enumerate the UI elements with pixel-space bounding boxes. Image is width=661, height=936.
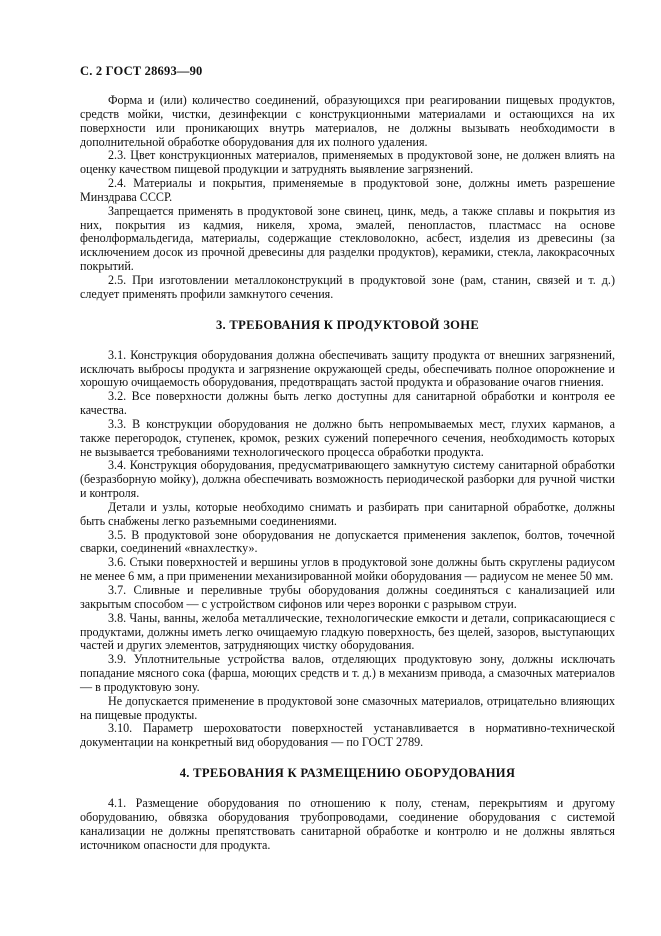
paragraph-2-3: 2.3. Цвет конструкционных материалов, применяемых в продуктовой зоне, не должен влиять на оценку качеством пищевой продукции и затруднять выявление загрязнений.: [80, 148, 615, 177]
paragraph-3-6: 3.6. Стыки поверхностей и вершины углов в продуктовой зоне должны быть скруглены радиусом не менее 6 мм, а при применении механизированной мойки оборудования — радиусом не менее 50 мм.: [80, 555, 615, 584]
paragraph-3-4: 3.4. Конструкция оборудования, предусматривающего замкнутую систему санитарной обработки (безразборную мойку), должна обеспечивать возможность периодической разборки для ручной чистки и контроля.: [80, 458, 615, 501]
paragraph-3-7: 3.7. Сливные и переливные трубы оборудования должны соединяться с канализацией или закрытым способом — с устройством сифонов или через воронки с разрывом струи.: [80, 583, 615, 611]
document-page: [80, 64, 615, 853]
section-4-title: 4. ТРЕБОВАНИЯ К РАЗМЕЩЕНИЮ ОБОРУДОВАНИЯ: [179, 766, 516, 781]
paragraph-3-9: 3.9. Уплотнительные устройства валов, отделяющих продуктовую зону, должны исключать попадание мясного сока (фарша, моющих средств и т. д.) в механизм привода, а смазочных материалов — в продуктовую зону.: [80, 652, 615, 694]
paragraph-3-1: 3.1. Конструкция оборудования должна обеспечивать защиту продукта от внешних загрязнений, исключать выбросы продукта и загрязнение окружающей среды, обеспечивать полное опорожнение и хорошую очищаемость оборудования, предотвращать застой продукта и образование очагов гниения.: [80, 347, 615, 390]
page-header: С. 2 ГОСТ 28693—90: [80, 64, 203, 78]
paragraph-3-3: 3.3. В конструкции оборудования не должно быть непромываемых мест, глухих карманов, а также перегородок, ступенек, кромок, резких сужений поперечного сечения, необходимость которых не вызывается требованиями технологического процесса обработки продукта.: [80, 416, 615, 459]
paragraph-3-2: 3.2. Все поверхности должны быть легко доступны для санитарной обработки и контроля ее качества.: [80, 389, 615, 418]
paragraph-3-5: 3.5. В продуктовой зоне оборудования не допускается применения заклепок, болтов, точечной сварки, соединений «внахлестку».: [80, 527, 615, 556]
paragraph-3-8: 3.8. Чаны, ванны, желоба металлические, технологические емкости и детали, соприкасающиеся с продуктами, должны иметь легко очищаемую гладкую поверхность, без щелей, зазоров, выступающих частей и других элементов, затрудняющих чистку оборудования.: [80, 610, 615, 653]
paragraph-2-5: 2.5. При изготовлении металлоконструкций в продуктовой зоне (рам, станин, связей и т. д.) следует применять профили замкнутого сечения.: [80, 272, 615, 301]
paragraph-3-10: 3.10. Параметр шероховатости поверхностей устанавливается в нормативно-технической документации на конкретный вид оборудования — по ГОСТ 2789.: [80, 721, 615, 750]
paragraph-2-4: 2.4. Материалы и покрытия, применяемые в продуктовой зоне, должны иметь разрешение Минздрава СССР.: [80, 176, 615, 204]
paragraph-3-9-lubricants: Не допускается применение в продуктовой зоне смазочных материалов, отрицательно влияющих на пищевые продукты.: [80, 693, 615, 722]
paragraph-4-1: 4.1. Размещение оборудования по отношению к полу, стенам, перекрытиям и другому оборудованию, обвязка оборудования трубопроводами, соединение оборудования с системой канализации не должны препятствовать санитарной обработке и контролю и не должны являться источником опасности для продукта.: [80, 796, 615, 852]
section-3-title: 3. ТРЕБОВАНИЯ К ПРОДУКТОВОЙ ЗОНЕ: [215, 317, 480, 332]
paragraph-3-4-details: Детали и узлы, которые необходимо снимать и разбирать при санитарной обработке, должны быть снабжены легко разъемными соединениями.: [80, 499, 615, 528]
paragraph-composition: Форма и (или) количество соединений, образующихся при реагировании пищевых продуктов, средств мойки, чистки, дезинфекции с конструкционными материалами и остающихся на их поверхности или проникающих внутрь материалов, не должны вызывать необходимости в дополнительной обработке оборудования для их полного удаления.: [80, 93, 615, 149]
paragraph-prohibited-materials: Запрещается применять в продуктовой зоне свинец, цинк, медь, а также сплавы и покрытия из них, покрытия из кадмия, никеля, хрома, эмалей, пенопластов, пластмасс на основе фенолформальдегида, материалы, содержащие стекловолокно, асбест, изделия из древесины (за исключением досок из прочной древесины для разделки продуктов), керамики, стекла, лакокрасочных покрытий.: [80, 203, 615, 274]
